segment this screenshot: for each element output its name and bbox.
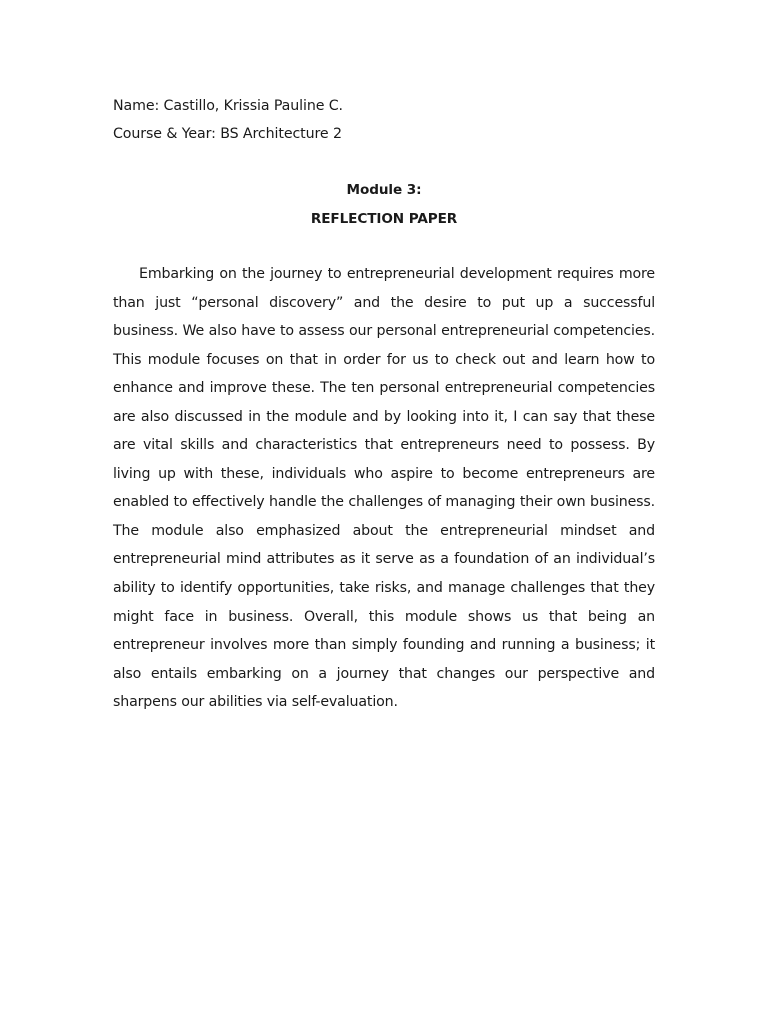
module-label: Module 3: bbox=[346, 182, 422, 198]
paper-heading bbox=[113, 176, 655, 234]
reflection-paragraph: Embarking on the journey to entrepreneurial development requires more than just “personal discovery” and the desire to put up a successful business. We also have to assess our personal entrepreneurial competencies. This module focuses on that in order for us to check out and learn how to enhance and improve these. The ten personal entrepreneurial competencies are also discussed in the module and by looking into it, I can say that these are vital skills and characteristics that entrepreneurs need to possess. By living up with these, individuals who aspire to become entrepreneurs are enabled to effectively handle the challenges of managing their own business. The module also emphasized about the entrepreneurial mindset and entrepreneurial mind attributes as it serve as a foundation of an individual’s ability to identify opportunities, take risks, and manage challenges that they might face in business. Overall, this module shows us that being an entrepreneur involves more than simply founding and running a business; it also entails embarking on a journey that changes our perspective and sharpens our abilities via self-evaluation. bbox=[113, 266, 655, 711]
paper-title: REFLECTION PAPER bbox=[310, 211, 458, 227]
student-info bbox=[113, 92, 673, 148]
course-year: Course & Year: BS Architecture 2 bbox=[113, 126, 342, 142]
student-name: Name: Castillo, Krissia Pauline C. bbox=[113, 98, 343, 114]
